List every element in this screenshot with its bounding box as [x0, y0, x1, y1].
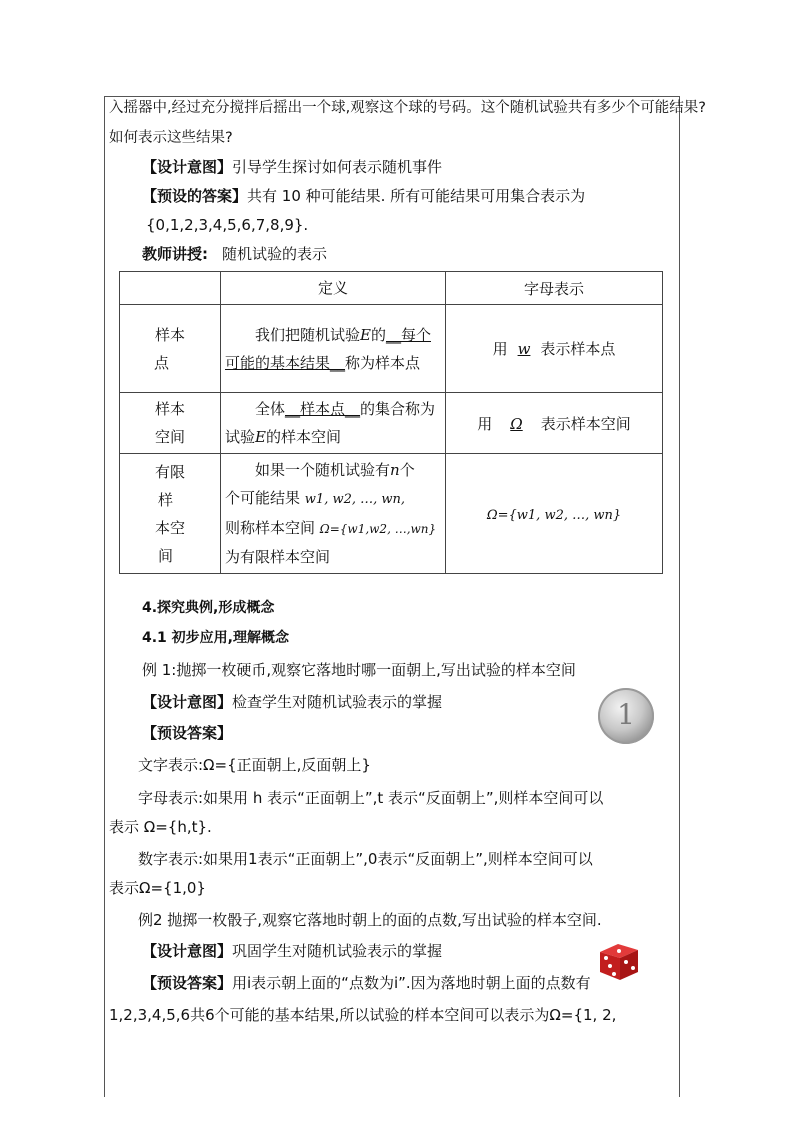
- term-cell: [120, 305, 221, 393]
- def-symbol: E: [360, 325, 371, 344]
- def-text: 的样本空间: [265, 428, 341, 446]
- def-text: 则称样本空间: [225, 519, 316, 537]
- term-text: 样: [158, 490, 174, 509]
- design-text: 检查学生对随机试验表示的掌握: [232, 693, 443, 711]
- table-row: [120, 305, 663, 393]
- rep-text: 用: [477, 414, 493, 433]
- last-line: 1,2,3,4,5,6共6个可能的基本结果,所以试验的样本空间可以表示为Ω={1, 2,: [109, 1006, 617, 1024]
- header-cell: 定义: [221, 272, 446, 305]
- definition-cell: [221, 305, 446, 393]
- example-2: 例2 抛掷一枚骰子,观察它落地时朝上的面的点数,写出试验的样本空间.: [138, 911, 602, 929]
- rep-text: 用: [492, 340, 508, 358]
- preset-tag: 【预设答案】: [142, 974, 233, 992]
- text-representation: 文字表示:Ω={正面朝上,反面朝上}: [138, 756, 371, 774]
- preset-answer-2: 【预设答案】: [142, 724, 233, 742]
- design-tag: 【设计意图】: [142, 942, 233, 960]
- definition-cell: 如果一个随机试验有n个 个可能结果 w1, w2, …, wn, 则称样本空间 Ω={w1,w2, …,wn} 为有限样本空间: [221, 454, 446, 574]
- design-text: 引导学生探讨如何表示随机事件: [232, 158, 443, 176]
- def-text: 全体: [255, 400, 286, 418]
- header-cell: [120, 272, 221, 305]
- header-cell: 字母表示: [446, 272, 663, 305]
- def-text: 我们把随机试验: [255, 325, 361, 344]
- representation-cell: [446, 454, 663, 574]
- def-formula: w1, w2, …, wn,: [304, 492, 406, 507]
- term-text: 有限: [154, 462, 185, 481]
- preset-set: {0,1,2,3,4,5,6,7,8,9}.: [146, 216, 309, 234]
- example-1: 例 1:抛掷一枚硬币,观察它落地时哪一面朝上,写出试验的样本空间: [142, 661, 576, 679]
- design-intent-3: [142, 941, 442, 961]
- table-header-row: [120, 272, 663, 305]
- dice-icon: [596, 940, 642, 982]
- intro-line-1: 入摇器中,经过充分搅拌后摇出一个球,观察这个球的号码。这个随机试验共有多少个可能结果?: [109, 100, 706, 116]
- preset-text: 共有 10 种可能结果. 所有可能结果可用集合表示为: [247, 187, 586, 205]
- def-symbol: E: [255, 428, 266, 446]
- term-text: 本空: [154, 518, 185, 537]
- rep-symbol: Ω: [510, 414, 523, 433]
- def-underline: __每个可能的基本结果__: [225, 325, 431, 372]
- term-cell: [120, 393, 221, 454]
- representation-cell: [446, 305, 663, 393]
- rep-formula: Ω={w1, w2, …, wn}: [486, 507, 622, 523]
- teacher-lecture: [142, 244, 327, 264]
- design-intent-2: [142, 692, 442, 712]
- definition-cell: [221, 393, 446, 454]
- section-4-1-heading: 4.1 初步应用,理解概念: [142, 630, 289, 646]
- rep-text: 表示样本点: [540, 340, 616, 358]
- def-underline: __样本点__: [285, 400, 361, 418]
- design-tag: 【设计意图】: [142, 158, 233, 176]
- preset-tag: 【预设的答案】: [142, 187, 248, 205]
- def-text: 的集合称为试验: [225, 400, 436, 446]
- representation-cell: [446, 393, 663, 454]
- term-text: 点: [154, 353, 170, 372]
- def-text: 的: [370, 325, 386, 344]
- coin-image: [598, 688, 654, 744]
- definition-table: [119, 271, 663, 574]
- number-representation-2: 表示Ω={1,0}: [109, 879, 206, 897]
- number-representation-1: 数字表示:如果用1表示“正面朝上”,0表示“反面朝上”,则样本空间可以: [138, 850, 593, 868]
- coin-digit: 1: [617, 698, 635, 731]
- def-text: 为有限样本空间: [225, 548, 331, 566]
- design-tag: 【设计意图】: [142, 693, 233, 711]
- def-symbol: n: [390, 461, 400, 479]
- teacher-text: 随机试验的表示: [222, 245, 328, 263]
- table-row: [120, 393, 663, 454]
- rep-text: 表示样本空间: [540, 414, 631, 433]
- preset-text: 用i表示朝上面的“点数为i”.因为落地时朝上面的点数有: [232, 974, 591, 992]
- term-cell: [120, 454, 221, 574]
- term-text: 间: [158, 546, 174, 565]
- design-intent-1: [142, 157, 442, 177]
- table-row: [120, 454, 663, 574]
- rep-symbol: w: [517, 340, 531, 358]
- preset-answer-3: [142, 973, 591, 993]
- intro-line-2: 如何表示这些结果?: [109, 130, 233, 146]
- def-text: 如果一个随机试验有: [255, 461, 391, 479]
- term-text: 样本: [154, 400, 185, 418]
- term-text: 空间: [154, 428, 185, 446]
- def-text: 个可能结果: [225, 489, 301, 507]
- term-text: 样本: [154, 325, 185, 344]
- letter-representation-1: 字母表示:如果用 h 表示“正面朝上”,t 表示“反面朝上”,则样本空间可以: [138, 789, 604, 807]
- teacher-tag: 教师讲授:: [142, 245, 208, 263]
- preset-answer-1: [142, 186, 585, 206]
- def-text: 称为样本点: [345, 353, 421, 372]
- def-formula: Ω={w1,w2, …,wn}: [319, 522, 437, 536]
- section-4-heading: 4.探究典例,形成概念: [142, 600, 275, 616]
- design-text: 巩固学生对随机试验表示的掌握: [232, 942, 443, 960]
- letter-representation-2: 表示 Ω={h,t}.: [109, 818, 212, 836]
